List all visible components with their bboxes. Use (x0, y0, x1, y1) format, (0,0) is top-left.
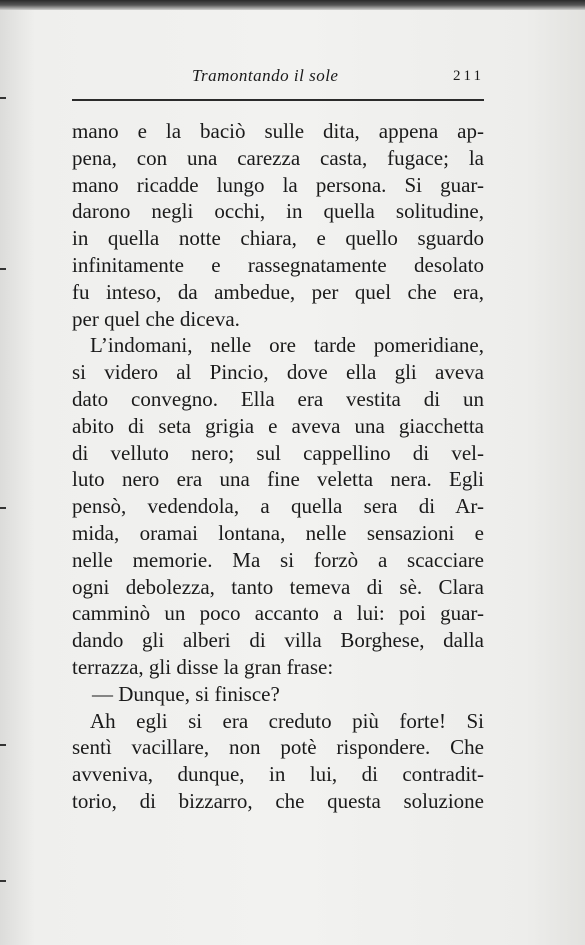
text-line: — Dunque, si finisce? (92, 681, 280, 706)
text-line: L’indomani, nelle ore tarde pomeridiane, (90, 333, 484, 358)
text-line: pensò, vedendola, a quella sera di Ar- (72, 494, 484, 519)
margin-mark (0, 880, 6, 882)
text-line: sentì vacillare, non potè rispondere. Che (72, 735, 484, 760)
text-line: dato convegno. Ella era vestita di un (72, 386, 484, 411)
header-rule (72, 99, 484, 101)
running-title: Tramontando il sole (192, 66, 339, 85)
text-line: darono negli occhi, in quella solitudine, (72, 199, 484, 224)
margin-mark (0, 97, 6, 99)
page-top-edge (0, 0, 585, 10)
text-line: Ah egli si era creduto più forte! Si (90, 708, 484, 733)
text-line: ogni debolezza, tanto temeva di sè. Clara (72, 574, 484, 599)
text-line: luto nero era una fine veletta nera. Egli (72, 467, 484, 492)
text-line: camminò un poco accanto a lui: poi guar- (72, 601, 484, 626)
text-line: mida, oramai lontana, nelle sensazioni e (72, 520, 484, 545)
text-line: fu inteso, da ambedue, per quel che era, (72, 279, 484, 304)
margin-mark (0, 268, 6, 270)
text-line: dando gli alberi di villa Borghese, dalla (72, 628, 484, 653)
page-header (72, 66, 484, 90)
margin-mark (0, 744, 6, 746)
text-line: pena, con una carezza casta, fugace; la (72, 145, 484, 170)
text-line: mano ricadde lungo la persona. Si guar- (72, 172, 484, 197)
text-line: si videro al Pincio, dove ella gli aveva (72, 360, 484, 385)
text-line: torio, di bizzarro, che questa soluzione (72, 788, 484, 813)
text-line: nelle memorie. Ma si forzò a scacciare (72, 547, 484, 572)
text-line: in quella notte chiara, e quello sguardo (72, 226, 484, 251)
text-line: abito di seta grigia e aveva una giacchetta (72, 413, 484, 438)
body-text (72, 118, 484, 815)
text-line: infinitamente e rassegnatamente desolato (72, 252, 484, 277)
text-line: terrazza, gli disse la gran frase: (72, 654, 334, 679)
text-line: di velluto nero; sul cappellino di vel- (72, 440, 484, 465)
text-line: mano e la baciò sulle dita, appena ap- (72, 119, 484, 143)
text-line: avveniva, dunque, in lui, di contradit- (72, 762, 484, 787)
page-number: 211 (453, 68, 484, 84)
margin-mark (0, 507, 6, 509)
text-line: per quel che diceva. (72, 306, 240, 331)
